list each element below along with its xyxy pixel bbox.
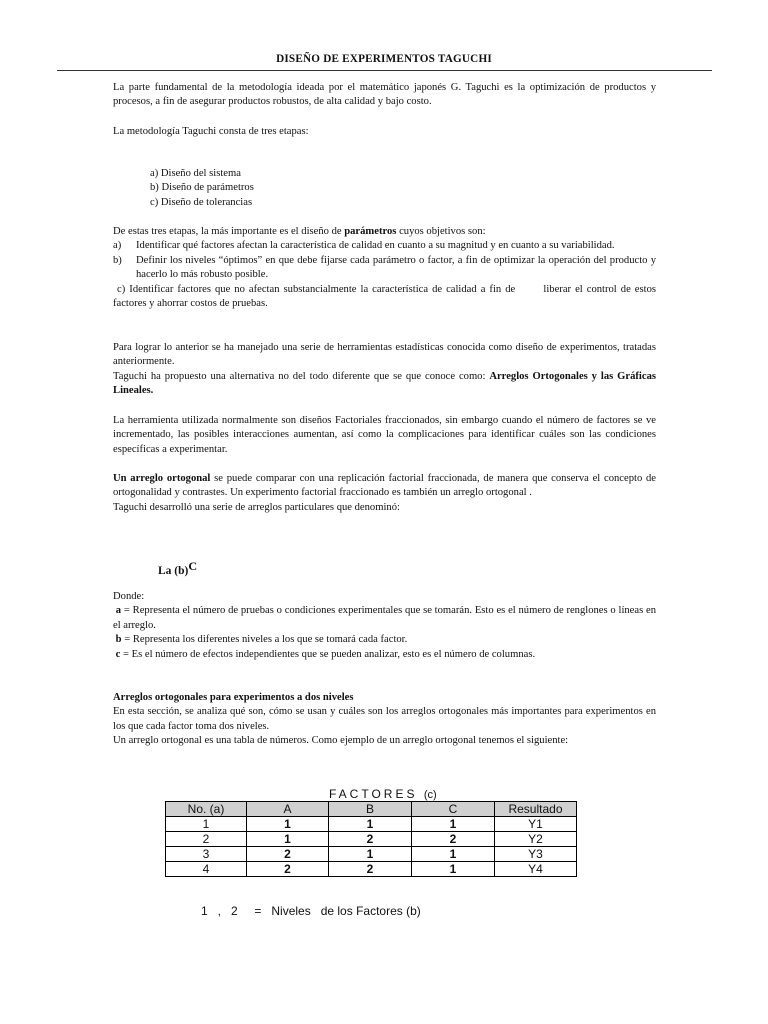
table-cell: 2 — [329, 832, 412, 847]
table-cell: Y3 — [495, 847, 577, 862]
table-cell: Y2 — [495, 832, 577, 847]
objetivo-item-c: c) Identificar factores que no afectan substancialmente la característica de calidad a fin de liberar el control de estos factores y ahorrar costos de pruebas. — [113, 283, 659, 310]
table-row — [166, 862, 577, 877]
table-header-cell: B — [329, 802, 412, 817]
donde-label: Donde: — [113, 591, 145, 602]
objetivo-item: a) Identificar qué factores afectan la característica de calidad en cuanto a su magnitud y en cuanto a su variabilidad. — [113, 240, 615, 252]
array-notation-formula: La $(b)^C$ — [158, 559, 198, 577]
orthogonal-array-table — [165, 801, 577, 877]
table-caption: FACTORES (c) — [329, 787, 437, 801]
taguchi-propuesto: Taguchi ha propuesto una alternativa no del todo diferente que se que conoce como: Arreglos Ortogonales y las Gráficas Lineales. — [113, 370, 656, 397]
intro-paragraph: La parte fundamental de la metodología ideada por el matemático japonés G. Taguchi es la optimización de productos y procesos, a fin de asegurar productos robustos, de alta calidad y bajo costo. — [113, 82, 656, 108]
table-cell: 2 — [412, 832, 495, 847]
section-two-level-arrays: Arreglos ortogonales para experimentos a dos niveles En esta sección, se analiza qué son, cómo se usan y cuáles son los arreglos ortogonales más importantes para experimentos en los que cada factor toma dos niveles. Un arreglo ortogonal es una tabla de números. Como ejemplo de un arreglo ortogonal tenemos el siguiente: — [113, 692, 656, 747]
table-header-cell: No. (a) — [166, 802, 247, 817]
table-cell: 1 — [412, 817, 495, 832]
definition-item: a = Representa el número de pruebas o condiciones experimentales que se tomarán. Esto es el número de renglones o líneas en el arreglo. — [113, 605, 656, 631]
table-cell: 4 — [166, 862, 247, 877]
table-cell: Y4 — [495, 862, 577, 877]
definition-item: b = Representa los diferentes niveles a los que se tomará cada factor. — [115, 634, 408, 646]
objetivos-section — [113, 225, 659, 311]
etapas-intro: La metodología Taguchi consta de tres etapas: — [113, 126, 309, 137]
table-cell: 1 — [329, 817, 412, 832]
table-cell: 1 — [412, 862, 495, 877]
table-row — [166, 847, 577, 862]
table-header-row — [166, 802, 577, 817]
etapa-item: a) Diseño del sistema — [150, 168, 241, 179]
table-header-cell: C — [412, 802, 495, 817]
etapa-item: b) Diseño de parámetros — [150, 182, 254, 194]
table-cell: 1 — [247, 817, 329, 832]
table-header-cell: Resultado — [495, 802, 577, 817]
table-cell: 2 — [247, 847, 329, 862]
objetivo-item: b) Definir los niveles “óptimos” en que debe fijarse cada parámetro o factor, a fin de optimizar la operación del producto y hacerlo lo más robusto posible. — [113, 254, 656, 281]
para-lograr-paragraph: Para lograr lo anterior se ha manejado una serie de herramientas estadísticas conocida como diseño de experimentos, tratadas anteriormente. Taguchi ha propuesto una alternativa no del todo diferente que se que conoce como: Arreglos Ortogonales y las Gráficas Lineales. — [113, 341, 656, 399]
definition-item: c = Es el número de efectos independientes que se pueden analizar, esto es el número de columnas. — [115, 648, 536, 660]
etapas-list — [150, 167, 254, 210]
herramienta-paragraph: La herramienta utilizada normalmente son diseños Factoriales fraccionados, sin embargo cuando el número de factores se ve incrementado, las posibles interacciones aumentan, así como la complicaciones para identificar cuáles son las condiciones específicas a experimentar. — [113, 415, 656, 455]
levels-note: 1 , 2 = Niveles de los Factores (b) — [201, 904, 421, 918]
title-underline — [57, 70, 712, 71]
etapa-item: c) Diseño de tolerancias — [150, 196, 253, 208]
table-cell: 2 — [166, 832, 247, 847]
document-title: DISEÑO DE EXPERIMENTOS TAGUCHI — [276, 53, 492, 65]
table-cell: 3 — [166, 847, 247, 862]
table-cell: 1 — [166, 817, 247, 832]
table-header-cell: A — [247, 802, 329, 817]
section-heading: Arreglos ortogonales para experimentos a dos niveles — [113, 692, 354, 703]
definitions-section — [113, 590, 656, 662]
table-row — [166, 817, 577, 832]
table-cell: Y1 — [495, 817, 577, 832]
table-cell: 2 — [247, 862, 329, 877]
table-row — [166, 832, 577, 847]
arreglo-ortogonal-paragraph: Un arreglo ortogonal se puede comparar con una replicación factorial fraccionada, de manera que conserva el concepto de ortogonalidad y contrastes. Un experimento factorial fraccionado es también un arreglo ortogonal . Taguchi desarrolló una serie de arreglos particulares que denominó: — [113, 472, 656, 515]
table-cell: 2 — [329, 862, 412, 877]
objetivos-intro: De estas tres etapas, la más importante es el diseño de parámetros cuyos objetivos son: — [113, 226, 486, 237]
table-cell: 1 — [329, 847, 412, 862]
table-cell: 1 — [247, 832, 329, 847]
table-cell: 1 — [412, 847, 495, 862]
taguchi-desarrollo: Taguchi desarrolló una serie de arreglos particulares que denominó: — [113, 501, 400, 513]
